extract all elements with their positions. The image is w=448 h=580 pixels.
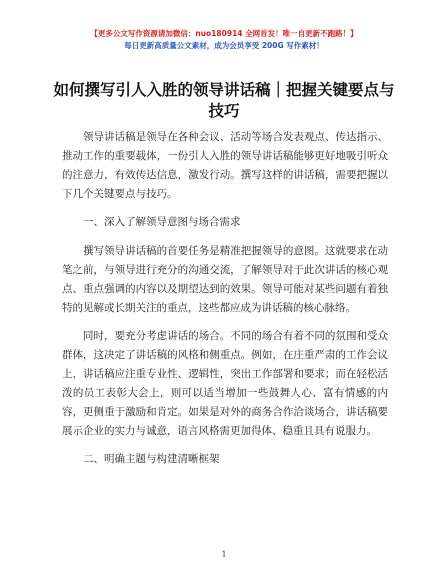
- promo-banner-line-1: 【更多公文写作资源请加微信：nuo180914 全网首发！唯一自更新不跑路！】: [90, 29, 358, 38]
- document-body: [62, 128, 388, 479]
- promo-banner: [0, 28, 448, 52]
- promo-banner-line-2: 每日更新高质量公文素材，成为会员享受 200G 写作素材！: [124, 41, 324, 50]
- page-number: 1: [221, 550, 227, 559]
- body-paragraph: 同时，要充分考虑讲话的场合。不同的场合有着不同的氛围和受众群体，这决定了讲话稿的风格和侧重点。例如，在庄重严肃的工作会议上，讲话稿应注重专业性、逻辑性，突出工作部署和要求；而在轻松活泼的员工表彰大会上，则可以适当增加一些鼓舞人心、富有情感的内容，更侧重于激励和肯定。如果是对外的商务合作洽谈场合，讲话稿要展示企业的实力与诚意，语言风格需更加得体、稳重且具有说服力。: [62, 330, 388, 437]
- section-heading-1: 一、深入了解领导意图与场合需求: [83, 216, 241, 228]
- body-paragraph: 撰写领导讲话稿的首要任务是精准把握领导的意图。这就要求在动笔之前，与领导进行充分的沟通交流，了解领导对于此次讲话的核心观点、重点强调的内容以及期望达到的效果。领导可能对某些问题有着独特的见解或长期关注的重点，这些都应成为讲话稿的核心脉络。: [62, 245, 388, 314]
- intro-paragraph: 领导讲话稿是领导在各种会议、活动等场合发表观点、传达指示、推动工作的重要载体，一份引人入胜的领导讲话稿能够更好地吸引听众的注意力，有效传达信息，激发行动。撰写这样的讲话稿，需要把握以下几个关键要点与技巧。: [62, 131, 388, 200]
- section-heading-2: 二、明确主题与构建清晰框架: [83, 453, 220, 465]
- document-title: 如何撰写引人入胜的领导讲话稿｜把握关键要点与技巧: [53, 81, 395, 120]
